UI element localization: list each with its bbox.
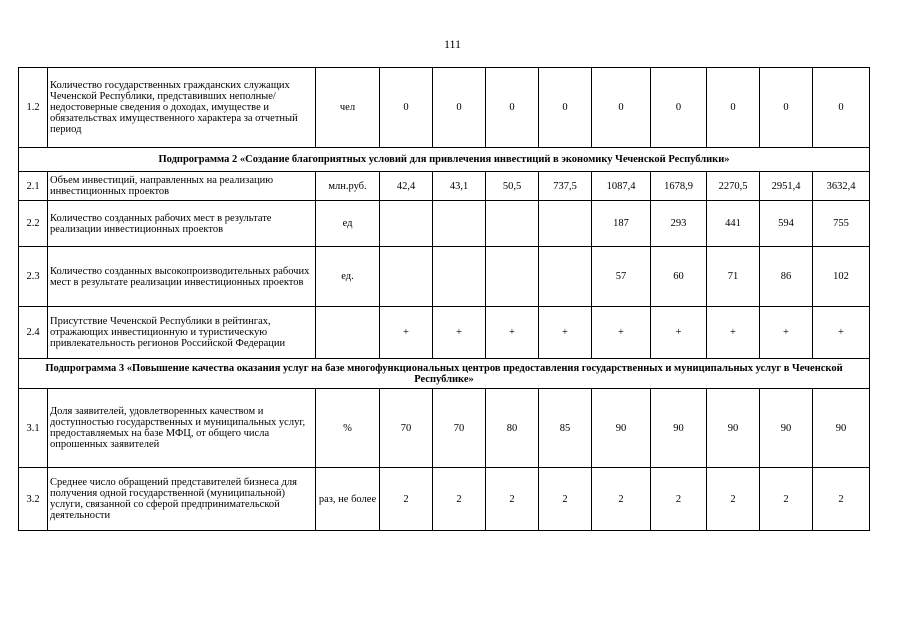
value-cell (433, 201, 486, 247)
table-row (19, 307, 870, 359)
value-cell: 441 (707, 201, 760, 247)
value-cell: 1678,9 (651, 172, 707, 201)
table-row (19, 389, 870, 468)
value-cell: 70 (380, 389, 433, 468)
value-cell: 85 (539, 389, 592, 468)
value-cell: 293 (651, 201, 707, 247)
section-row (19, 148, 870, 172)
value-cell (539, 201, 592, 247)
value-cell: 2 (592, 468, 651, 531)
unit-cell: чел (316, 68, 380, 148)
indicator-name: Объем инвестиций, направленных на реализацию инвестиционных проектов (48, 172, 316, 201)
value-cell: 70 (433, 389, 486, 468)
indicator-name: Доля заявителей, удовлетворенных качеством и доступностью государственных и муниципальных услуг, предоставляемых на базе МФЦ, от общего числа опрошенных заявителей (48, 389, 316, 468)
value-cell: 0 (651, 68, 707, 148)
value-cell: 0 (380, 68, 433, 148)
value-cell: 86 (760, 247, 813, 307)
row-number: 2.3 (19, 247, 48, 307)
value-cell: 0 (486, 68, 539, 148)
value-cell: 2 (486, 468, 539, 531)
indicator-name: Количество созданных рабочих мест в результате реализации инвестиционных проектов (48, 201, 316, 247)
row-number: 1.2 (19, 68, 48, 148)
value-cell (380, 247, 433, 307)
row-number: 3.2 (19, 468, 48, 531)
value-cell: 2 (760, 468, 813, 531)
indicators-table (18, 67, 870, 531)
indicator-name: Количество государственных гражданских служащих Чеченской Республики, представивших неполные/недостоверные сведения о доходах, имуществе и обязательствах имущественного характера за отчетный период (48, 68, 316, 148)
page-number: 111 (443, 37, 462, 51)
value-cell: 90 (760, 389, 813, 468)
value-cell: 0 (813, 68, 870, 148)
value-cell: 2 (707, 468, 760, 531)
value-cell: + (760, 307, 813, 359)
unit-cell: % (316, 389, 380, 468)
value-cell: + (592, 307, 651, 359)
value-cell: 3632,4 (813, 172, 870, 201)
value-cell: 755 (813, 201, 870, 247)
unit-cell: млн.руб. (316, 172, 380, 201)
value-cell: 2 (380, 468, 433, 531)
value-cell: + (539, 307, 592, 359)
value-cell (486, 201, 539, 247)
unit-cell: ед (316, 201, 380, 247)
value-cell: 0 (760, 68, 813, 148)
table-row (19, 468, 870, 531)
row-number: 2.4 (19, 307, 48, 359)
table-row (19, 68, 870, 148)
value-cell: 2 (433, 468, 486, 531)
value-cell: 0 (592, 68, 651, 148)
unit-cell (316, 307, 380, 359)
value-cell: 102 (813, 247, 870, 307)
indicator-name: Присутствие Чеченской Республики в рейтингах, отражающих инвестиционную и туристическую привлекательность регионов Российской Федерации (48, 307, 316, 359)
value-cell (380, 201, 433, 247)
value-cell: + (651, 307, 707, 359)
value-cell: 737,5 (539, 172, 592, 201)
value-cell: 2 (539, 468, 592, 531)
table-row (19, 247, 870, 307)
value-cell: 187 (592, 201, 651, 247)
value-cell (486, 247, 539, 307)
value-cell: + (486, 307, 539, 359)
value-cell (539, 247, 592, 307)
section-row (19, 359, 870, 389)
value-cell: 0 (707, 68, 760, 148)
row-number: 2.2 (19, 201, 48, 247)
value-cell: 90 (813, 389, 870, 468)
unit-cell: раз, не более (316, 468, 380, 531)
value-cell: 80 (486, 389, 539, 468)
value-cell: 2 (813, 468, 870, 531)
value-cell: 60 (651, 247, 707, 307)
value-cell: 43,1 (433, 172, 486, 201)
value-cell: 90 (592, 389, 651, 468)
value-cell: 2270,5 (707, 172, 760, 201)
value-cell: 2 (651, 468, 707, 531)
value-cell: + (380, 307, 433, 359)
value-cell (433, 247, 486, 307)
table-row (19, 201, 870, 247)
section-title: Подпрограмма 3 «Повышение качества оказания услуг на базе многофункциональных центров предоставления государственных и муниципальных услуг в Чеченской Республике» (19, 359, 870, 389)
unit-cell: ед. (316, 247, 380, 307)
indicator-name: Количество созданных высокопроизводительных рабочих мест в результате реализации инвестиционных проектов (48, 247, 316, 307)
value-cell: + (433, 307, 486, 359)
value-cell: + (707, 307, 760, 359)
value-cell: 42,4 (380, 172, 433, 201)
value-cell: 90 (651, 389, 707, 468)
row-number: 3.1 (19, 389, 48, 468)
table-row (19, 172, 870, 201)
section-title: Подпрограмма 2 «Создание благоприятных условий для привлечения инвестиций в экономику Чеченской Республики» (19, 148, 870, 172)
value-cell: 2951,4 (760, 172, 813, 201)
value-cell: 594 (760, 201, 813, 247)
indicator-name: Среднее число обращений представителей бизнеса для получения одной государственной (муниципальной) услуги, связанной со сферой предпринимательской деятельности (48, 468, 316, 531)
value-cell: 0 (539, 68, 592, 148)
value-cell: 0 (433, 68, 486, 148)
value-cell: 50,5 (486, 172, 539, 201)
value-cell: 90 (707, 389, 760, 468)
value-cell: 57 (592, 247, 651, 307)
value-cell: 71 (707, 247, 760, 307)
value-cell: + (813, 307, 870, 359)
row-number: 2.1 (19, 172, 48, 201)
value-cell: 1087,4 (592, 172, 651, 201)
